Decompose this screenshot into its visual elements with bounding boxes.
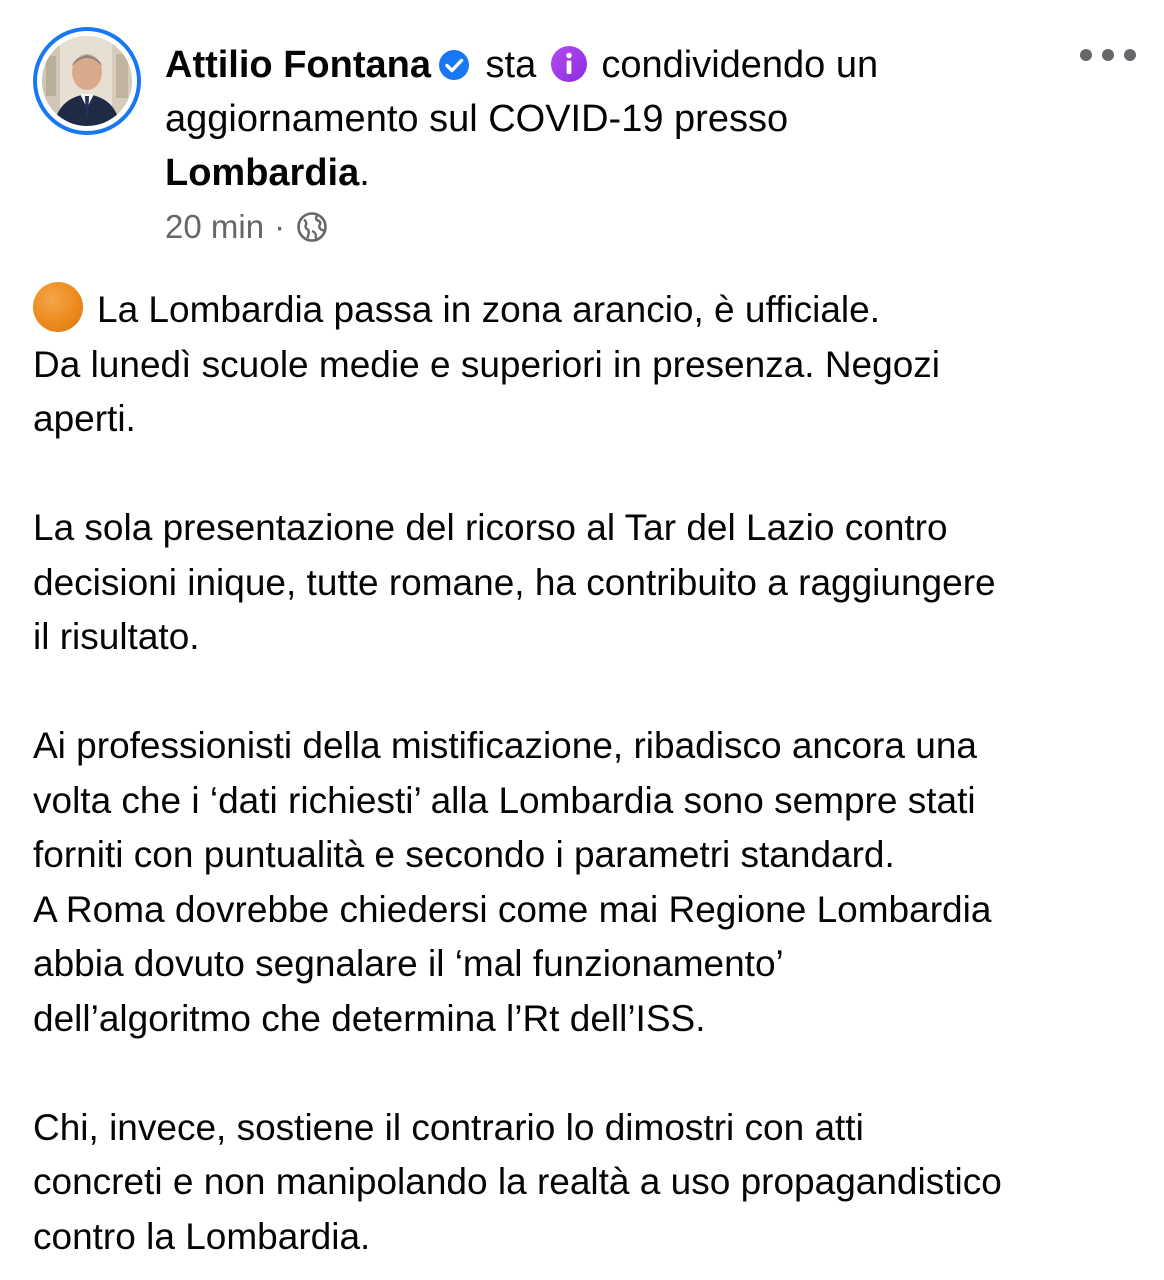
post-header bbox=[165, 38, 985, 200]
post-line: Ai professionisti della mistificazione, ribadisco ancora una bbox=[33, 725, 977, 766]
globe-icon[interactable] bbox=[295, 210, 329, 244]
post-paragraph-1 bbox=[33, 282, 1143, 447]
post-line: volta che i ‘dati richiesti’ alla Lombardia sono sempre stati bbox=[33, 779, 976, 821]
post-line: abbia dovuto segnalare il ‘mal funzionamento’ bbox=[33, 943, 784, 984]
post-line: Da lunedì scuole medie e superiori in presenza. Negozi bbox=[33, 343, 941, 385]
post-paragraph-2 bbox=[33, 501, 1143, 665]
post-text bbox=[33, 282, 1143, 1264]
post-line: aperti. bbox=[33, 398, 136, 439]
more-options-button[interactable] bbox=[1080, 40, 1136, 70]
post-line: il risultato. bbox=[33, 616, 200, 657]
post-paragraph-4 bbox=[33, 1101, 1143, 1265]
post-line: concreti e non manipolando la realtà a uso propagandistico bbox=[33, 1161, 1002, 1202]
place-suffix: . bbox=[359, 152, 370, 194]
post-line-text: La Lombardia passa in zona arancio, è ufficiale. bbox=[97, 289, 880, 330]
post-line: Chi, invece, sostiene il contrario lo dimostri con atti bbox=[33, 1106, 864, 1148]
place-link[interactable]: Lombardia bbox=[165, 152, 360, 194]
orange-circle-icon bbox=[33, 282, 83, 332]
post-line: A Roma dovrebbe chiedersi come mai Regione Lombardia bbox=[33, 888, 992, 930]
more-dot bbox=[1102, 49, 1114, 61]
action-text-line2: aggiornamento sul COVID-19 presso bbox=[165, 98, 789, 140]
post-line: La sola presentazione del ricorso al Tar del Lazio contro bbox=[33, 507, 948, 548]
post-line: dell’algoritmo che determina l’Rt dell’ISS. bbox=[33, 997, 706, 1039]
more-dot bbox=[1124, 49, 1136, 61]
post-paragraph-3 bbox=[33, 719, 1143, 1046]
action-text-after: condividendo un bbox=[601, 44, 879, 86]
post-line: forniti con puntualità e secondo i parametri standard. bbox=[33, 834, 895, 875]
post-line: decisioni inique, tutte romane, ha contribuito a raggiungere bbox=[33, 561, 996, 603]
post-line: contro la Lombardia. bbox=[33, 1215, 371, 1257]
timestamp[interactable]: 20 min bbox=[165, 208, 265, 245]
author-name[interactable]: Attilio Fontana bbox=[165, 44, 431, 86]
post-meta bbox=[165, 205, 329, 249]
meta-separator: · bbox=[274, 208, 286, 245]
verified-badge-icon bbox=[437, 43, 471, 77]
post-line bbox=[33, 282, 1143, 338]
author-avatar[interactable] bbox=[33, 27, 141, 135]
info-icon[interactable] bbox=[549, 44, 589, 84]
action-text-before: sta bbox=[485, 44, 537, 86]
avatar-image bbox=[42, 36, 132, 126]
more-dot bbox=[1080, 49, 1092, 61]
